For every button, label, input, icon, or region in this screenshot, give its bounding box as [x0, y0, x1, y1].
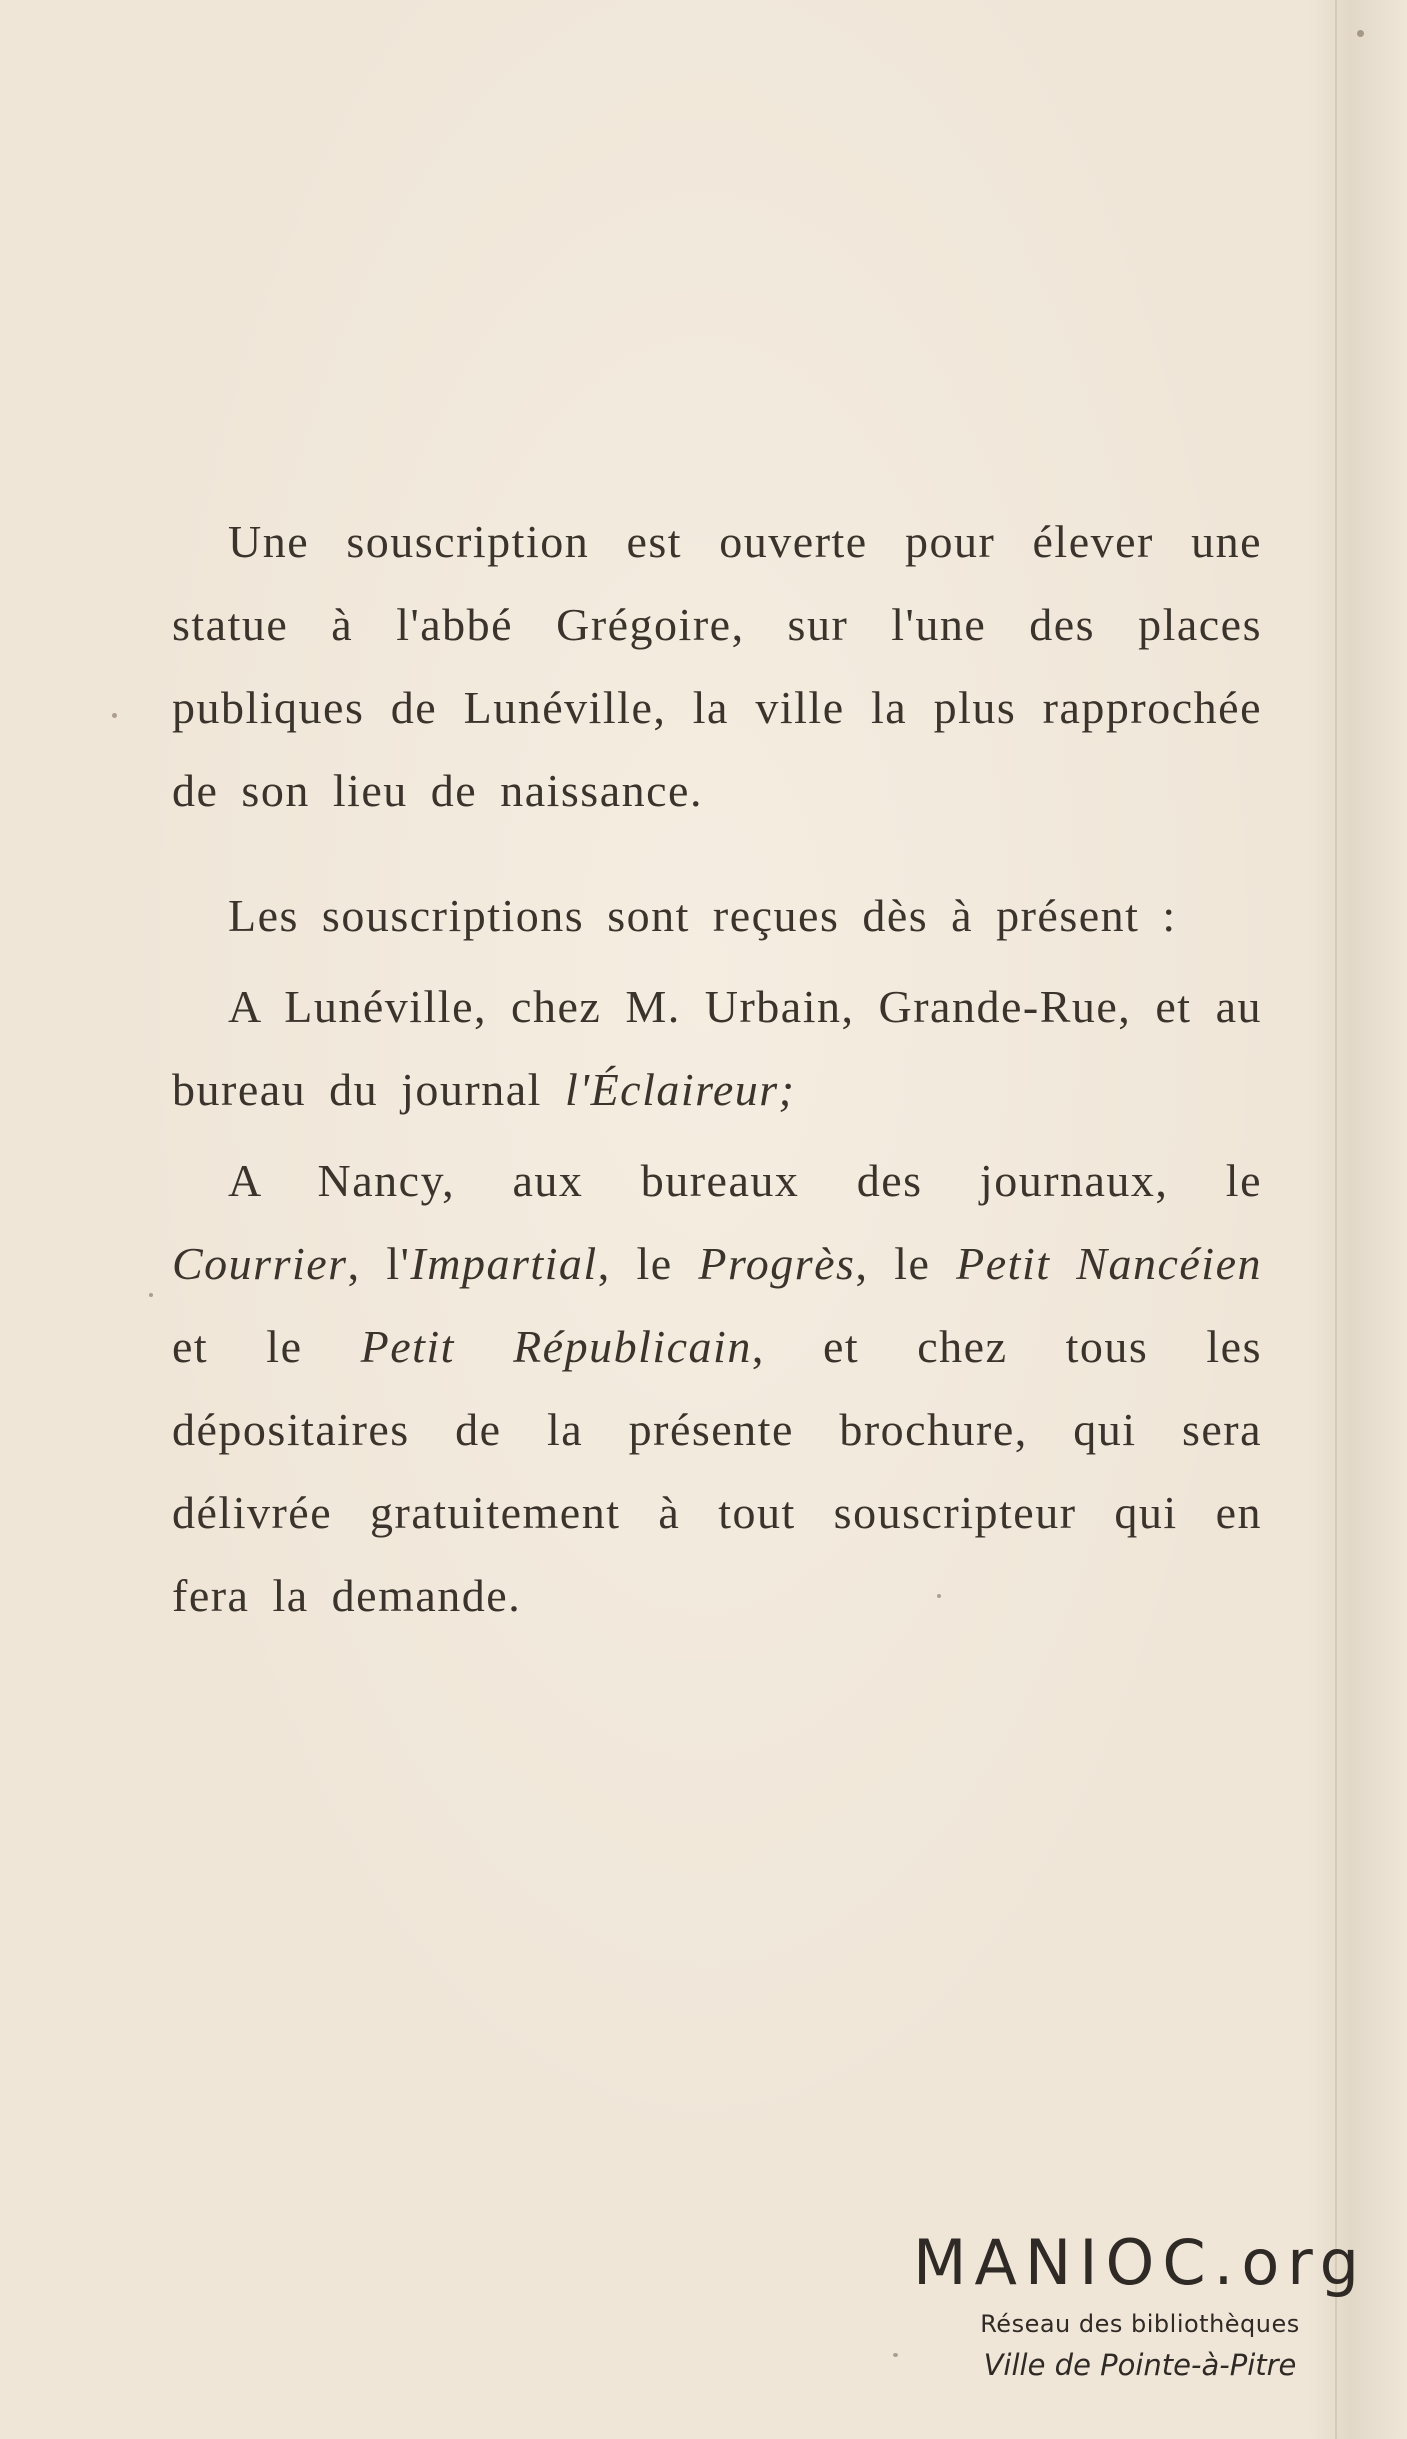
paragraph-text: A Lunéville, chez M. Urbain, Grande-Rue, et au bureau du journal [172, 981, 1262, 1115]
newspaper-eclaireur: l'Éclaireur; [564, 1064, 796, 1115]
paper-speck [893, 2353, 898, 2357]
page-fold-line [1335, 0, 1337, 2439]
paragraph-nancy [172, 1139, 1262, 1637]
watermark-network: Réseau des bibliothèques [980, 2310, 1300, 2338]
paragraph-text: , le [855, 1238, 957, 1289]
paragraph-text: et le [172, 1321, 361, 1372]
subscription-notice [172, 500, 1262, 1637]
newspaper-impartial: Impartial [410, 1238, 598, 1289]
newspaper-courrier: Courrier [172, 1238, 348, 1289]
paragraph-subscriptions [172, 874, 1262, 957]
paragraph-statue [172, 500, 1262, 832]
paragraph-text: , le [597, 1238, 699, 1289]
newspaper-petit-nanceien: Petit Nancéien [956, 1238, 1262, 1289]
paper-speck [112, 713, 117, 718]
paragraph-text: Les souscriptions sont reçues dès à présent : [228, 890, 1177, 941]
newspaper-petit-republicain: Petit Républicain [360, 1321, 752, 1372]
paragraph-text: , et chez tous les dépositaires de la présente brochure, qui sera délivrée gratuitement à tout souscripteur qui en fera la demande. [172, 1321, 1262, 1621]
newspaper-progres: Progrès [698, 1238, 856, 1289]
paragraph-text: Une souscription est ouverte pour élever une statue à l'abbé Grégoire, sur l'une des places publiques de Lunéville, la ville la plus rapprochée de son lieu de naissance. [172, 516, 1262, 816]
paragraph-text: A Nancy, aux bureaux des journaux, le [228, 1155, 1262, 1206]
manioc-logo: MANIOC.org [912, 2226, 1368, 2299]
manioc-watermark [900, 2225, 1380, 2385]
paragraph-text: , l' [347, 1238, 411, 1289]
watermark-city: Ville de Pointe-à-Pitre [983, 2348, 1297, 2382]
paper-speck [1357, 30, 1364, 37]
paper-speck [149, 1293, 153, 1297]
paragraph-luneville [172, 965, 1262, 1131]
